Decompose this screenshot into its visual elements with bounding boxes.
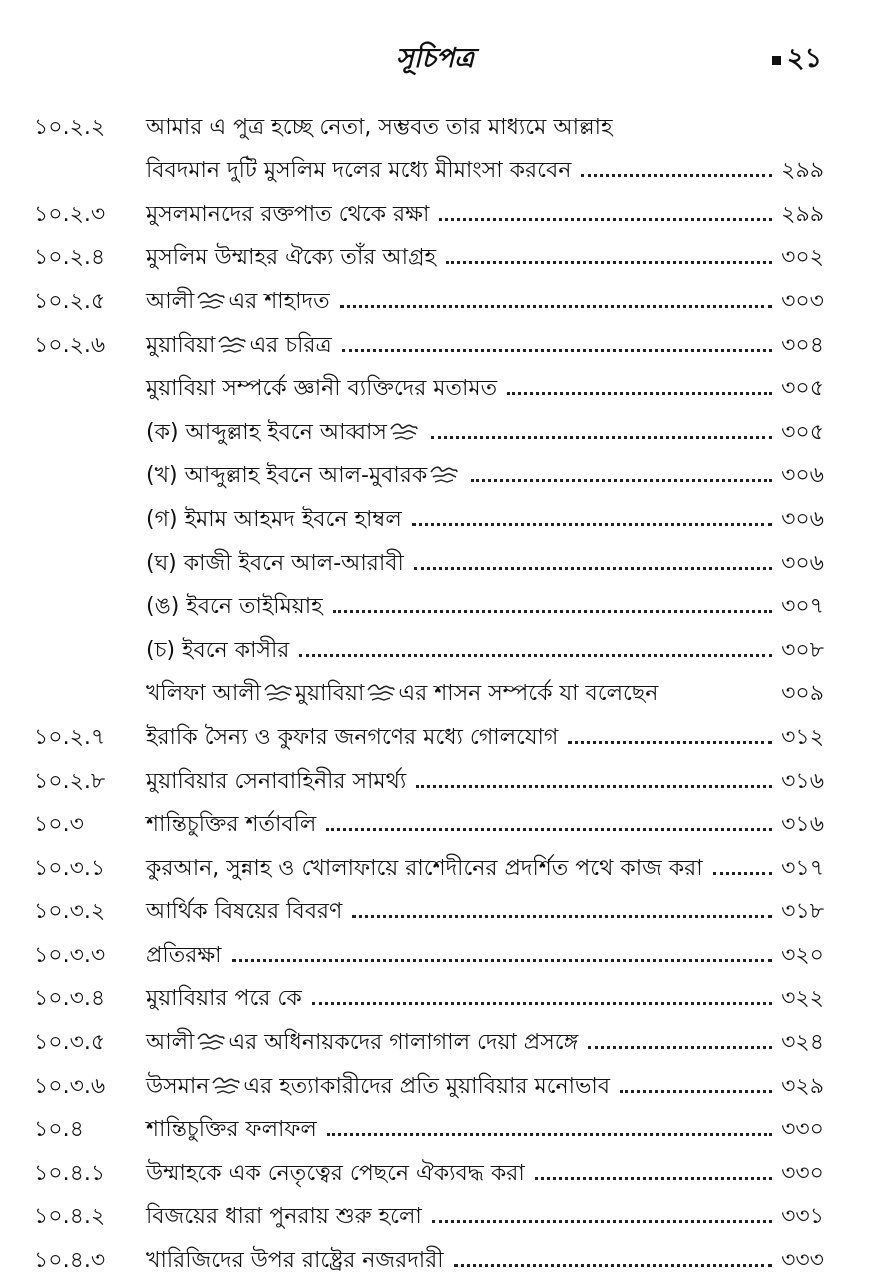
dot-leader [299, 654, 772, 657]
toc-row[interactable] [34, 840, 824, 884]
dot-leader [581, 174, 772, 177]
radiyallahu-anhu-calligraphy-icon [196, 290, 226, 310]
toc-page-number: ৩২০ [781, 942, 824, 968]
toc-row[interactable] [34, 535, 824, 579]
toc-page-number: ৩০৩ [781, 288, 824, 314]
toc-page-number: ৩০৫ [781, 419, 824, 445]
toc-section-number: ১০.২.৬ [34, 332, 106, 358]
toc-entry-text: (ঘ) কাজী ইবনে আল-আরাবী [146, 550, 404, 576]
dot-leader [333, 610, 772, 613]
toc-section-number: ১০.২.৮ [34, 768, 106, 794]
toc-entry-text: এর শাহাদত [228, 288, 330, 314]
toc-page-number: ৩০৪ [781, 332, 824, 358]
toc-entry-title [146, 1202, 422, 1232]
toc-row[interactable] [34, 884, 824, 928]
toc-entry-text: মুয়াবিয়ার পরে কে [146, 986, 302, 1012]
toc-page-number: ৩১৬ [781, 812, 824, 838]
toc-section-number: ১০.৪.১ [34, 1160, 106, 1186]
toc-page-number: ৩১৮ [781, 899, 824, 925]
toc-entry-title [146, 1072, 610, 1102]
toc-entry-text: মুয়াবিয়ার সেনাবাহিনীর সামর্থ্য [146, 768, 407, 794]
toc-section-number: ১০.৩.৫ [34, 1030, 106, 1056]
toc-row[interactable] [34, 579, 824, 623]
toc-row[interactable] [34, 230, 824, 274]
toc-entry-text: এর অধিনায়কদের গালাগাল দেয়া প্রসঙ্গে [228, 1030, 579, 1056]
toc-page-number: ৩০৭ [781, 594, 824, 620]
dot-leader [326, 828, 772, 831]
toc-entry-title [146, 461, 461, 491]
toc-page-number: ৩৩০ [781, 1117, 824, 1143]
toc-entry-title [146, 418, 421, 448]
toc-page-number: ৩০২ [781, 245, 824, 271]
dot-leader [340, 305, 772, 308]
page-number-text: ২১ [786, 43, 822, 74]
toc-entry-title [146, 723, 558, 753]
toc-row[interactable] [34, 927, 824, 971]
radiyallahu-anhu-calligraphy-icon [366, 682, 396, 702]
toc-page-number: ৩২৪ [781, 1030, 824, 1056]
toc-entry-text: (খ) আব্দুল্লাহ ইবনে আল-মুবারক [146, 463, 428, 489]
toc-entry-text: বিজয়ের ধারা পুনরায় শুরু হলো [146, 1204, 422, 1230]
dot-leader [446, 261, 772, 264]
toc-row[interactable] [34, 1058, 824, 1102]
dot-leader [568, 741, 772, 744]
dot-leader [454, 1264, 772, 1267]
radiyallahu-anhu-calligraphy-icon [429, 464, 459, 484]
toc-entry-text: (ঙ) ইবনে তাইমিয়াহ [146, 594, 323, 620]
toc-row[interactable] [34, 666, 824, 710]
toc-row[interactable] [34, 273, 824, 317]
toc-row[interactable] [34, 491, 824, 535]
page-header [0, 38, 870, 82]
toc-page-number: ২৯৯ [781, 158, 824, 184]
toc-entry-text: মুসলমানদের রক্তপাত থেকে রক্ষা [146, 201, 430, 227]
toc-section-number: ১০.২.৪ [34, 245, 106, 271]
toc-entry-text: আমার এ পুত্র হচ্ছে নেতা, সম্ভবত তার মাধ্যমে আল্লাহ [146, 114, 613, 140]
toc-section-number: ১০.৩.৬ [34, 1073, 106, 1099]
toc-section-number: ১০.৩.৪ [34, 986, 106, 1012]
dot-leader [431, 436, 772, 439]
toc-entry-title [146, 592, 323, 622]
toc-row[interactable] [34, 1189, 824, 1233]
toc-entry-text: মুসলিম উম্মাহর ঐক্যে তাঁর আগ্রহ [146, 245, 437, 271]
toc-entry-text: খারিজিদের উপর রাষ্ট্রের নজরদারী [146, 1248, 444, 1274]
toc-entry-text: (চ) ইবনে কাসীর [146, 637, 290, 663]
toc-page-number: ৩৩৩ [781, 1248, 824, 1274]
toc-row[interactable] [34, 1014, 824, 1058]
toc-row[interactable] [34, 1232, 824, 1276]
toc-page-number: ৩০৯ [781, 681, 824, 707]
toc-section-number: ১০.২.২ [34, 114, 106, 140]
dot-leader [588, 1046, 772, 1049]
toc-entry-title [146, 854, 703, 884]
toc-entry-text: আলী [146, 288, 195, 314]
toc-row[interactable] [34, 143, 824, 187]
toc-section-number: ১০.২.৫ [34, 288, 106, 314]
toc-entry-title [146, 984, 302, 1014]
toc-section-number: ১০.২.৩ [34, 201, 106, 227]
toc-page-number: ৩১৬ [781, 768, 824, 794]
toc-page-number: ৩৩০ [781, 1160, 824, 1186]
toc-row[interactable] [34, 186, 824, 230]
toc-entry-text: ইরাকি সৈন্য ও কুফার জনগণের মধ্যে গোলযোগ [146, 724, 559, 750]
dot-leader [620, 1090, 772, 1093]
dot-leader [327, 1133, 772, 1136]
toc-row[interactable] [34, 404, 824, 448]
toc-entry-title [146, 1246, 444, 1276]
toc-row[interactable] [34, 1102, 824, 1146]
toc-entry-title [146, 1115, 317, 1145]
dot-leader [414, 567, 772, 570]
toc-entry-text: আর্থিক বিষয়ের বিবরণ [146, 899, 343, 925]
toc-page-number: ৩০৬ [781, 506, 824, 532]
table-of-contents [34, 99, 824, 1276]
toc-page-number: ৩২২ [781, 986, 824, 1012]
toc-page-number: ৩০৬ [781, 463, 824, 489]
toc-row[interactable] [34, 99, 824, 143]
toc-page-number: ৩০৫ [781, 376, 824, 402]
toc-row[interactable] [34, 709, 824, 753]
toc-entry-title [146, 113, 613, 143]
page-title: সূচিপত্র [395, 43, 475, 74]
toc-entry-title [146, 374, 497, 404]
toc-entry-title [146, 679, 658, 709]
dot-leader [535, 1177, 772, 1180]
dot-leader [232, 959, 772, 962]
toc-entry-text: (ক) আব্দুল্লাহ ইবনে আব্বাস [146, 419, 387, 445]
radiyallahu-anhu-calligraphy-icon [211, 1075, 241, 1095]
dot-leader [352, 915, 772, 918]
dot-leader [713, 872, 772, 875]
toc-entry-text: বিবদমান দুটি মুসলিম দলের মধ্যে মীমাংসা করবেন [146, 158, 572, 184]
toc-entry-text: এর শাসন সম্পর্কে যা বলেছেন [398, 681, 659, 707]
toc-entry-title [146, 767, 406, 797]
toc-entry-text: (গ) ইমাম আহমদ ইবনে হাম্বল [146, 506, 402, 532]
toc-entry-title [146, 243, 436, 273]
dot-leader [432, 1220, 772, 1223]
toc-entry-title [146, 331, 332, 361]
toc-entry-title [146, 636, 289, 666]
toc-row[interactable] [34, 971, 824, 1015]
toc-entry-title [146, 287, 330, 317]
toc-entry-text: মুয়াবিয়া সম্পর্কে জ্ঞানী ব্যক্তিদের মতামত [146, 376, 498, 402]
toc-row[interactable] [34, 1145, 824, 1189]
toc-entry-text: শান্তিচুক্তির ফলাফল [146, 1117, 317, 1143]
toc-entry-text: খলিফা আলী [146, 681, 261, 707]
toc-section-number: ১০.৪.২ [34, 1204, 106, 1230]
toc-entry-text: এর হত্যাকারীদের প্রতি মুয়াবিয়ার মনোভাব [243, 1073, 611, 1099]
toc-page-number: ২৯৯ [781, 201, 824, 227]
toc-entry-text: মুয়াবিয়া [294, 681, 365, 707]
toc-entry-text: প্রতিরক্ষা [146, 942, 222, 968]
toc-page-number: ৩২৯ [781, 1073, 824, 1099]
toc-entry-text: কুরআন, সুন্নাহ ও খোলাফায়ে রাশেদীনের প্রদর্শিত পথে কাজ করা [146, 855, 703, 881]
toc-section-number: ১০.৩ [34, 812, 84, 838]
toc-entry-text: শান্তিচুক্তির শর্তাবলি [146, 812, 317, 838]
toc-page-number: ৩১৭ [781, 855, 824, 881]
toc-entry-title [146, 897, 342, 927]
toc-entry-text: উসমান [146, 1073, 210, 1099]
toc-entry-title [146, 549, 404, 579]
toc-entry-title [146, 810, 316, 840]
toc-section-number: ১০.৩.৩ [34, 942, 106, 968]
dot-leader [439, 218, 772, 221]
toc-entry-text: উম্মাহকে এক নেতৃত্বের পেছনে ঐক্যবদ্ধ করা [146, 1160, 525, 1186]
toc-entry-text: এর চরিত্র [249, 332, 332, 358]
radiyallahu-anhu-calligraphy-icon [196, 1031, 226, 1051]
toc-entry-title [146, 200, 429, 230]
toc-section-number: ১০.৪ [34, 1117, 84, 1143]
toc-entry-text: মুয়াবিয়া [146, 332, 216, 358]
toc-section-number: ১০.৪.৩ [34, 1248, 106, 1274]
toc-page-number: ৩০৮ [781, 637, 824, 663]
square-bullet-icon [772, 56, 781, 65]
toc-entry-title [146, 505, 402, 535]
toc-row[interactable] [34, 797, 824, 841]
dot-leader [471, 479, 772, 482]
radiyallahu-anhu-calligraphy-icon [263, 682, 293, 702]
toc-entry-title [146, 156, 571, 186]
toc-entry-title [146, 941, 222, 971]
toc-page-number: ৩০৬ [781, 550, 824, 576]
dot-leader [342, 349, 772, 352]
dot-leader [507, 392, 772, 395]
page-number [772, 38, 822, 83]
toc-entry-text: আলী [146, 1030, 195, 1056]
toc-row[interactable] [34, 317, 824, 361]
toc-page-number: ৩৩১ [781, 1204, 824, 1230]
radiyallahu-anhu-calligraphy-icon [389, 421, 419, 441]
dot-leader [416, 785, 772, 788]
toc-entry-title [146, 1028, 578, 1058]
toc-row[interactable] [34, 448, 824, 492]
toc-section-number: ১০.২.৭ [34, 724, 106, 750]
toc-section-number: ১০.৩.১ [34, 855, 106, 881]
toc-row[interactable] [34, 361, 824, 405]
toc-section-number: ১০.৩.২ [34, 899, 106, 925]
toc-row[interactable] [34, 622, 824, 666]
dot-leader [412, 523, 772, 526]
toc-page-number: ৩১২ [781, 724, 824, 750]
radiyallahu-anhu-calligraphy-icon [217, 334, 247, 354]
toc-entry-title [146, 1159, 525, 1189]
dot-leader [312, 1002, 772, 1005]
toc-row[interactable] [34, 753, 824, 797]
